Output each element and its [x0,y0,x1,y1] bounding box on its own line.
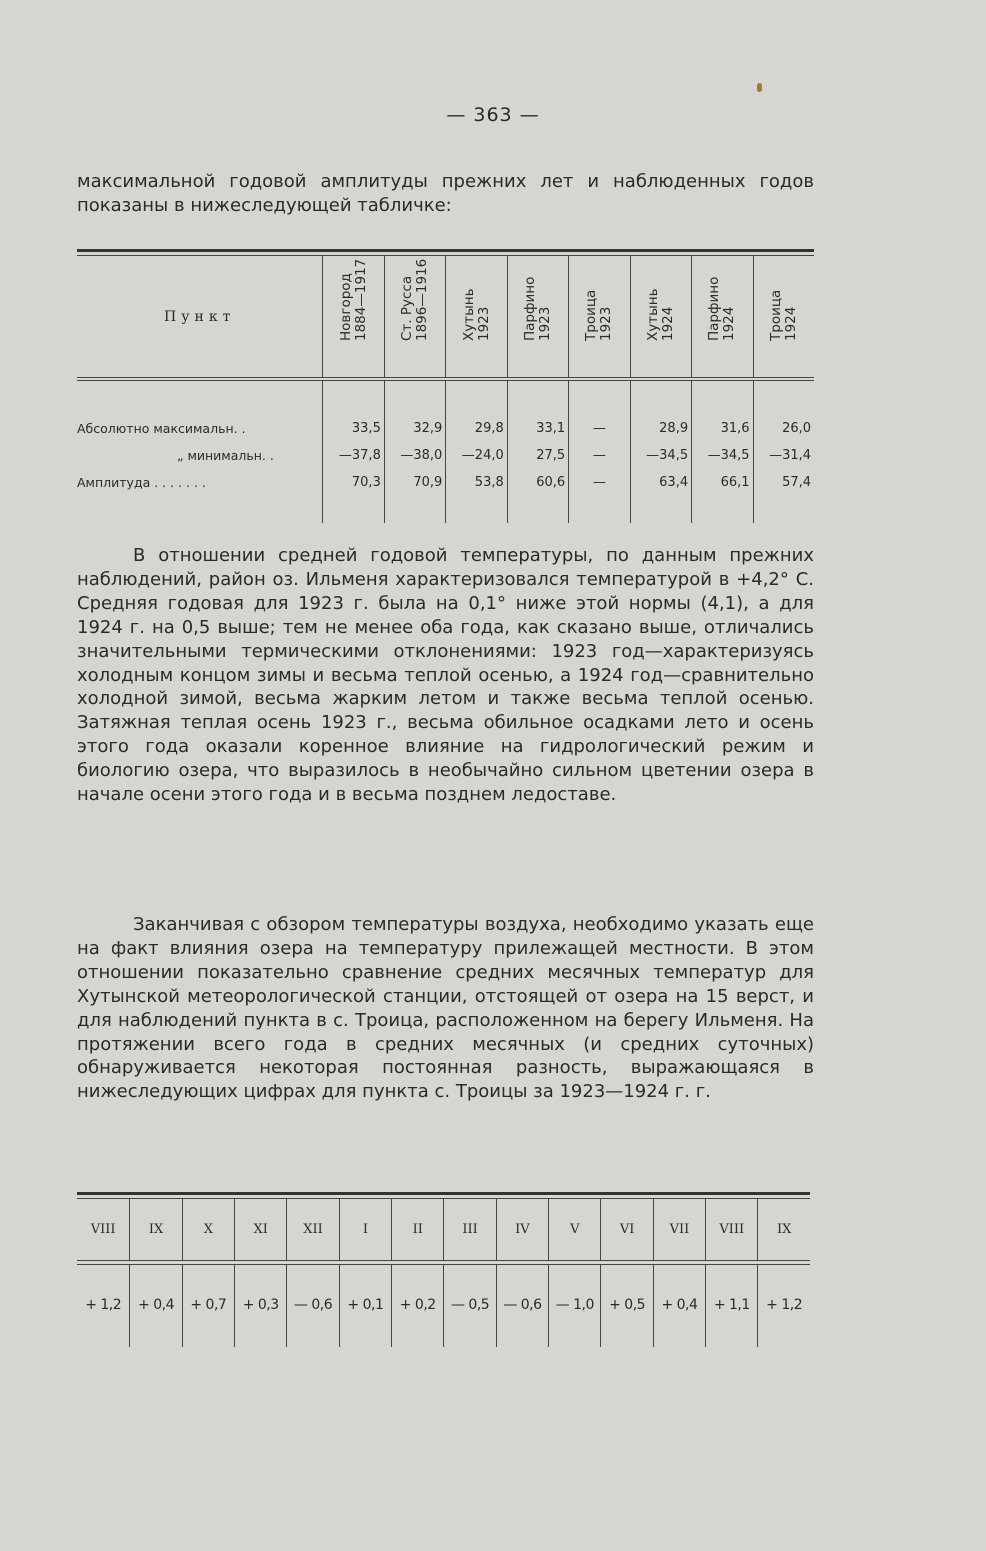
month-header: X [182,1199,234,1260]
table-cell: 70,3 [351,475,381,490]
paragraph-mean-temperature: В отношении средней годовой температуры, по данным прежних наблюдений, район оз. Ильменя характеризовался температурой в +4,2° С. Средняя годовая для 1923 г. была на 0,1° ниже этой нормы (4,1), а для 1924 г. на 0,5 выше; тем не менее оба года, как сказано выше, отличались значительными термическими отклонениями: 1923 год—характеризуясь холодным концом зимы и весьма теплой осенью, а 1924 год—сравнительно холодной зимой, весьма жарким летом и также весьма теплой осенью. Затяжная теплая осень 1923 г., весьма обильное осадками лето и осень этого года оказали коренное влияние на гидрологический режим и биологию озера, что выразилось в необычайно сильном цветении озера в начале осени этого года и в весьма позднем ледоставе. [77,545,814,806]
paragraph-lake-influence: Заканчивая с обзором температуры воздуха, необходимо указать еще на факт влияния озера на температуру прилежащей местности. В этом отношении показательно сравнение средних месячных температур для Хутынской метеорологической станции, отстоящей от озера на 15 верст, и для наблюдений пункта в с. Троица, расположенном на берегу Ильменя. На протяжении всего года в средних месячных (и средних суточных) обнаруживается некоторая постоянная разность, выражающаяся в нижеследующих цифрах для пункта с. Троицы за 1923—1924 г. г. [77,914,814,1103]
column-header: Троица 1924 [753,256,814,377]
table-cell: 33,5 [351,421,381,436]
table-cell: — [592,448,606,463]
column-header: Ст. Русса 1896—1916 [384,256,445,377]
column-header: Троица 1923 [568,256,629,377]
table-cell: 70,9 [413,475,443,490]
difference-value: + 0,7 [182,1265,234,1347]
table-cell: —37,8 [338,448,381,463]
table-cell: 53,8 [474,475,504,490]
column-header: Хутынь 1923 [445,256,506,377]
value-column [630,381,691,523]
intro-paragraph: максимальной годовой амплитуды прежних лет и наблюденных годов показаны в нижеследующей табличке: [77,171,814,216]
month-header: V [548,1199,600,1260]
value-column [691,381,752,523]
months-row [77,1199,810,1260]
month-header: VI [600,1199,652,1260]
month-header: IX [757,1199,809,1260]
table-cell: —38,0 [400,448,443,463]
table-top-rule [77,249,814,252]
page-number: — 363 — [446,104,540,126]
table-cell: — [592,475,606,490]
table-cell: 66,1 [720,475,750,490]
table-cell: 63,4 [659,475,689,490]
month-header: VII [653,1199,705,1260]
table-cell: 31,6 [720,421,750,436]
month-header: IX [129,1199,181,1260]
month-header: VIII [90,1222,116,1237]
value-column [753,381,814,523]
difference-value: — 1,0 [548,1265,600,1347]
table-cell: 33,1 [536,421,566,436]
table-cell: 26,0 [782,421,812,436]
table-cell: —34,5 [707,448,750,463]
difference-value: + 0,1 [339,1265,391,1347]
table-cell: 60,6 [536,475,566,490]
difference-value: + 1,2 [757,1265,809,1347]
column-header: Парфино 1923 [507,256,568,377]
column-header: Хутынь 1924 [630,256,691,377]
row-labels [77,381,322,523]
column-header: Парфино 1924 [691,256,752,377]
row-label: Амплитуда . . . . . . . [77,475,206,490]
amplitude-table [77,249,814,523]
value-column [322,381,383,523]
table-cell: 27,5 [536,448,566,463]
row-label: „ минимальн. . [177,448,274,463]
table-header-row [77,256,814,377]
difference-value: + 0,5 [600,1265,652,1347]
month-header: XII [286,1199,338,1260]
difference-value: — 0,6 [286,1265,338,1347]
difference-value: — 0,6 [496,1265,548,1347]
table-cell: 57,4 [782,475,812,490]
point-header: Пункт [164,308,236,325]
table-top-rule [77,1192,810,1195]
row-label: Абсолютно максимальн. . [77,421,246,436]
month-header: XI [234,1199,286,1260]
difference-value: — 0,5 [443,1265,495,1347]
month-header: II [391,1199,443,1260]
table-cell: —31,4 [769,448,812,463]
difference-value: + 0,2 [391,1265,443,1347]
month-header: IV [496,1199,548,1260]
month-header: III [443,1199,495,1260]
difference-value: + 0,3 [234,1265,286,1347]
table-cell: 29,8 [474,421,504,436]
values-row [77,1265,810,1347]
table-cell: 32,9 [413,421,443,436]
value-column [568,381,629,523]
value-column [445,381,506,523]
value-column [384,381,445,523]
column-header: Новгород 1884—1917 [322,256,383,377]
table-cell: —34,5 [646,448,689,463]
ink-dot [757,83,762,92]
table-cell: 28,9 [659,421,689,436]
difference-value: + 0,4 [653,1265,705,1347]
month-header: I [339,1199,391,1260]
table-body [77,381,814,523]
table-cell: — [592,421,606,436]
difference-value: + 1,1 [705,1265,757,1347]
monthly-difference-table [77,1192,810,1347]
value-column [507,381,568,523]
difference-value: + 1,2 [85,1297,122,1313]
table-cell: —24,0 [461,448,504,463]
difference-value: + 0,4 [129,1265,181,1347]
month-header: VIII [705,1199,757,1260]
